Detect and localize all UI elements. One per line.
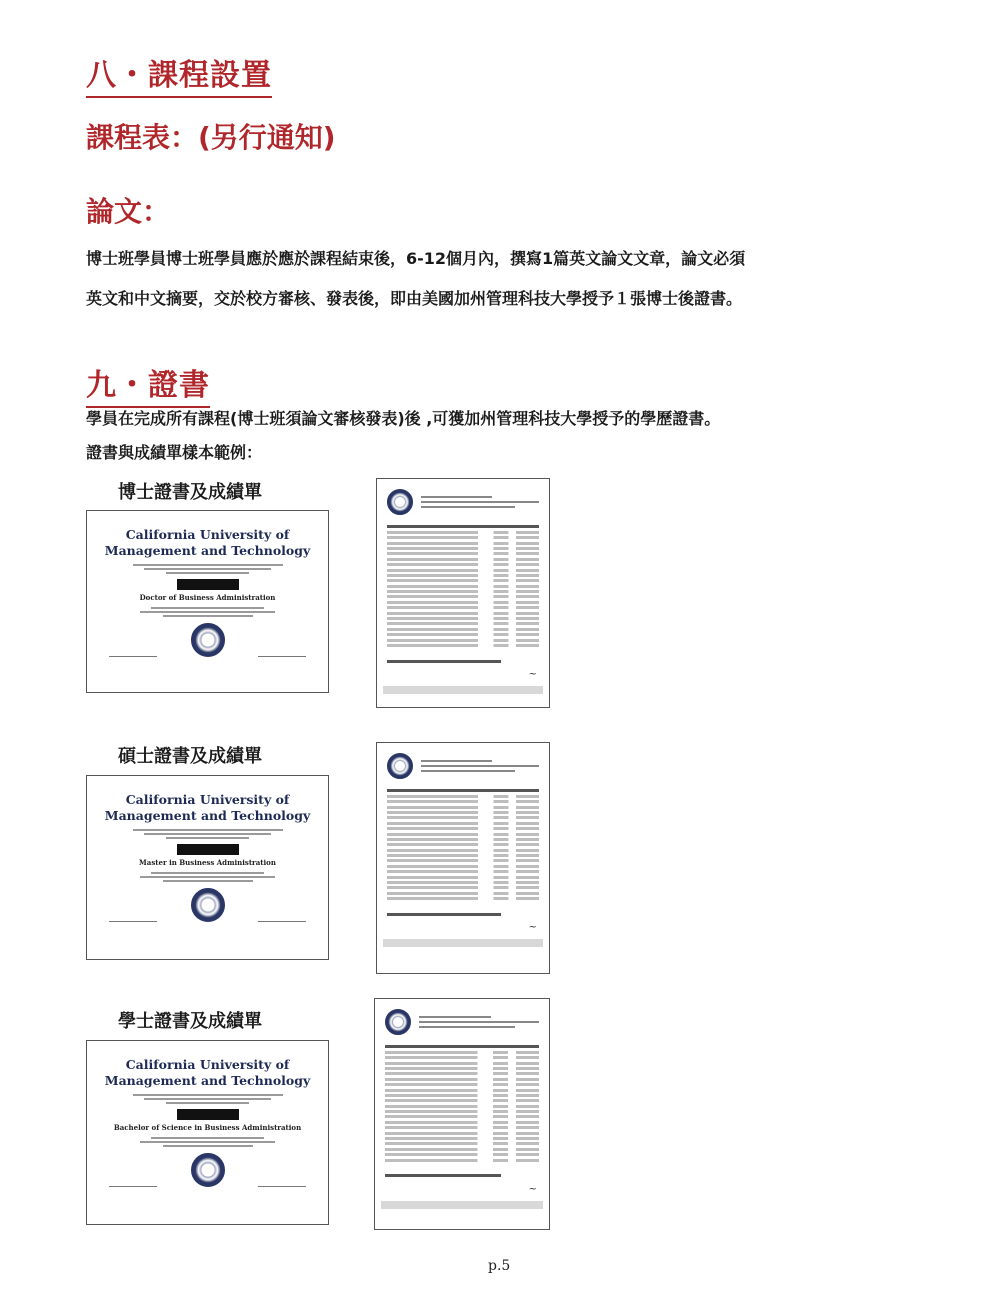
transcript-image-doctor <box>376 478 550 708</box>
signature-chairman <box>258 644 306 657</box>
sample-caption-doctor: 博士證書及成績單 <box>118 482 262 503</box>
diploma-image-master <box>86 775 329 960</box>
diploma-fine-print <box>133 1137 283 1147</box>
signature-chairman <box>258 909 306 922</box>
diploma-title-line2: Management and Technology <box>104 1073 311 1088</box>
university-seal-icon <box>191 888 225 922</box>
transcript-image-bachelor <box>374 998 550 1230</box>
diploma-title-line1: California University of <box>125 1057 290 1072</box>
diploma-signature-row <box>87 1149 328 1187</box>
thesis-paragraph-line1: 博士班學員博士班學員應於應於課程結束後，6-12個月內，撰寫1篇英文論文文章，論文必須 <box>86 249 746 268</box>
transcript-course-rows <box>377 519 549 653</box>
course-schedule-heading: 課程表：(另行通知) <box>86 121 336 154</box>
signature-president <box>109 1174 157 1187</box>
transcript-footer-band <box>381 1201 543 1209</box>
thesis-heading: 論文： <box>86 195 171 228</box>
thesis-paragraph-line2: 英文和中文摘要，交於校方審核、發表後，即由美國加州管理科技大學授予１張博士後證書。 <box>86 289 743 308</box>
certificate-paragraph: 學員在完成所有課程(博士班須論文審核發表)後 ,可獲加州管理科技大學授予的學歷證書。 <box>86 409 721 428</box>
transcript-image-master <box>376 742 550 974</box>
diploma-fine-print <box>133 1094 283 1104</box>
diploma-fine-print <box>133 872 283 882</box>
diploma-image-bachelor <box>86 1040 329 1225</box>
redacted-name-bar <box>177 579 239 590</box>
diploma-fine-print <box>133 564 283 574</box>
transcript-footer-band <box>383 686 543 694</box>
diploma-image-doctor <box>86 510 329 693</box>
transcript-signature: ~ <box>528 922 537 934</box>
diploma-title <box>87 792 328 824</box>
university-seal-icon <box>387 489 413 515</box>
diploma-title-line1: California University of <box>125 792 290 807</box>
redacted-name-bar <box>177 1109 239 1120</box>
diploma-title-line2: Management and Technology <box>104 808 311 823</box>
university-seal-icon <box>387 753 413 779</box>
sample-caption-master: 碩士證書及成績單 <box>118 746 262 767</box>
section9-heading: 九・證書 <box>86 360 210 408</box>
transcript-course-rows <box>375 1039 549 1168</box>
diploma-degree: Bachelor of Science in Business Administration <box>113 1123 302 1132</box>
university-seal-icon <box>191 1153 225 1187</box>
transcript-signature: ~ <box>528 1183 537 1195</box>
diploma-title-line2: Management and Technology <box>104 543 311 558</box>
redacted-name-bar <box>177 844 239 855</box>
transcript-signature: ~ <box>528 669 537 681</box>
diploma-title-line1: California University of <box>125 527 290 542</box>
diploma-signature-row <box>87 884 328 922</box>
diploma-signature-row <box>87 619 328 657</box>
university-seal-icon <box>385 1009 411 1035</box>
signature-chairman <box>258 1174 306 1187</box>
diploma-degree: Master in Business Administration <box>139 858 276 867</box>
diploma-degree: Doctor of Business Administration <box>139 593 276 602</box>
university-seal-icon <box>191 623 225 657</box>
sample-caption-bachelor: 學士證書及成績單 <box>118 1011 262 1032</box>
transcript-footer-band <box>383 939 543 947</box>
diploma-fine-print <box>133 607 283 617</box>
signature-president <box>109 909 157 922</box>
signature-president <box>109 644 157 657</box>
diploma-fine-print <box>133 829 283 839</box>
diploma-title <box>87 1057 328 1089</box>
diploma-title <box>87 527 328 559</box>
sample-intro: 證書與成績單樣本範例： <box>86 443 263 462</box>
transcript-course-rows <box>377 783 549 907</box>
page-number: p.5 <box>488 1258 511 1274</box>
section8-heading: 八・課程設置 <box>86 50 272 98</box>
